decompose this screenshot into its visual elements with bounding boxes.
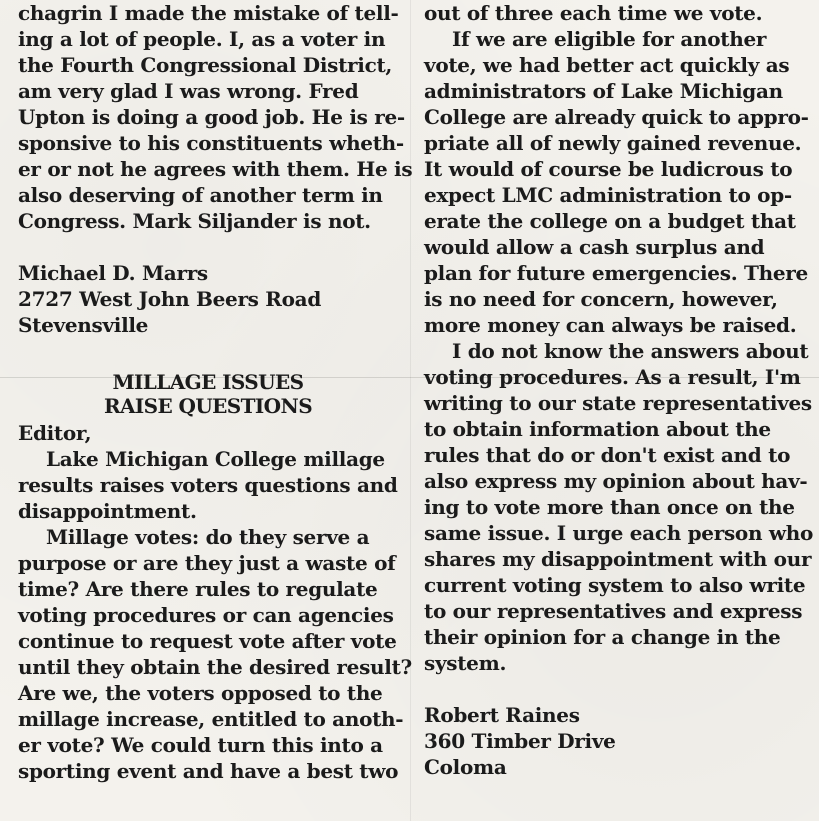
- text-line: ing a lot of people. I, as a voter in: [18, 27, 386, 51]
- text-line: sporting event and have a best two: [18, 759, 399, 783]
- text-line: also deserving of another term in: [18, 183, 383, 207]
- text-line: er vote? We could turn this into a: [18, 733, 383, 757]
- signature-city: Stevensville: [18, 313, 149, 337]
- text-line: millage increase, entitled to anoth-: [18, 707, 404, 731]
- text-line: College are already quick to appro-: [424, 105, 809, 129]
- text-line: Millage votes: do they serve a: [46, 525, 370, 549]
- text-line: rules that do or don't exist and to: [424, 443, 791, 467]
- letter-2-paragraph-3: [424, 26, 809, 338]
- letter-2-paragraph-2: [18, 524, 412, 784]
- signature-block-2: [424, 702, 804, 780]
- text-line: If we are eligible for another: [452, 27, 767, 51]
- column-rule: [410, 0, 411, 821]
- text-line: time? Are there rules to regulate: [18, 577, 378, 601]
- text-line: purpose or are they just a waste of: [18, 551, 396, 575]
- text-line: same issue. I urge each person who: [424, 521, 814, 545]
- signature-address: 360 Timber Drive: [424, 729, 616, 753]
- text-line: would allow a cash surplus and: [424, 235, 765, 259]
- text-line: erate the college on a budget that: [424, 209, 796, 233]
- right-column: [424, 0, 814, 780]
- text-line: priate all of newly gained revenue.: [424, 131, 802, 155]
- signature-name: Robert Raines: [424, 703, 580, 727]
- text-line: administrators of Lake Michigan: [424, 79, 783, 103]
- salutation: Editor,: [18, 421, 92, 445]
- text-line: current voting system to also write: [424, 573, 806, 597]
- text-line: Upton is doing a good job. He is re-: [18, 105, 405, 129]
- text-line: their opinion for a change in the: [424, 625, 781, 649]
- text-line: disappointment.: [18, 499, 197, 523]
- letter-1-closing-paragraph: [18, 0, 413, 234]
- text-line: until they obtain the desired result?: [18, 655, 412, 679]
- text-line: to obtain information about the: [424, 417, 771, 441]
- text-line: It would of course be ludicrous to: [424, 157, 793, 181]
- headline-line-1: MILLAGE ISSUES: [112, 370, 304, 394]
- text-line: plan for future emergencies. There: [424, 261, 808, 285]
- text-line: vote, we had better act quickly as: [424, 53, 790, 77]
- text-line: chagrin I made the mistake of tell-: [18, 1, 399, 25]
- signature-city: Coloma: [424, 755, 507, 779]
- text-line: ing to vote more than once on the: [424, 495, 795, 519]
- letter-2-paragraph-4: [424, 338, 814, 676]
- text-line: sponsive to his constituents wheth-: [18, 131, 404, 155]
- text-line: is no need for concern, however,: [424, 287, 778, 311]
- signature-block-1: [18, 260, 398, 338]
- text-line: writing to our state representatives: [424, 391, 812, 415]
- text-line: also express my opinion about hav-: [424, 469, 808, 493]
- text-line: Are we, the voters opposed to the: [18, 681, 383, 705]
- letter-2-paragraph-2-continued: [424, 0, 804, 26]
- text-line: Congress. Mark Siljander is not.: [18, 209, 371, 233]
- signature-address: 2727 West John Beers Road: [18, 287, 322, 311]
- text-line: out of three each time we vote.: [424, 1, 763, 25]
- text-line: results raises voters questions and: [18, 473, 398, 497]
- text-line: the Fourth Congressional District,: [18, 53, 393, 77]
- text-line: more money can always be raised.: [424, 313, 797, 337]
- text-line: voting procedures or can agencies: [18, 603, 394, 627]
- text-line: to our representatives and express: [424, 599, 803, 623]
- text-line: er or not he agrees with them. He is: [18, 157, 413, 181]
- left-column: [18, 0, 413, 784]
- text-line: I do not know the answers about: [452, 339, 809, 363]
- signature-name: Michael D. Marrs: [18, 261, 208, 285]
- text-line: continue to request vote after vote: [18, 629, 397, 653]
- text-line: shares my disappointment with our: [424, 547, 812, 571]
- letter-2-paragraph-1: [18, 446, 398, 524]
- text-line: Lake Michigan College millage: [46, 447, 385, 471]
- text-line: expect LMC administration to op-: [424, 183, 792, 207]
- headline-line-2: RAISE QUESTIONS: [103, 394, 313, 418]
- text-line: system.: [424, 651, 507, 675]
- text-line: am very glad I was wrong. Fred: [18, 79, 359, 103]
- text-line: voting procedures. As a result, I'm: [424, 365, 801, 389]
